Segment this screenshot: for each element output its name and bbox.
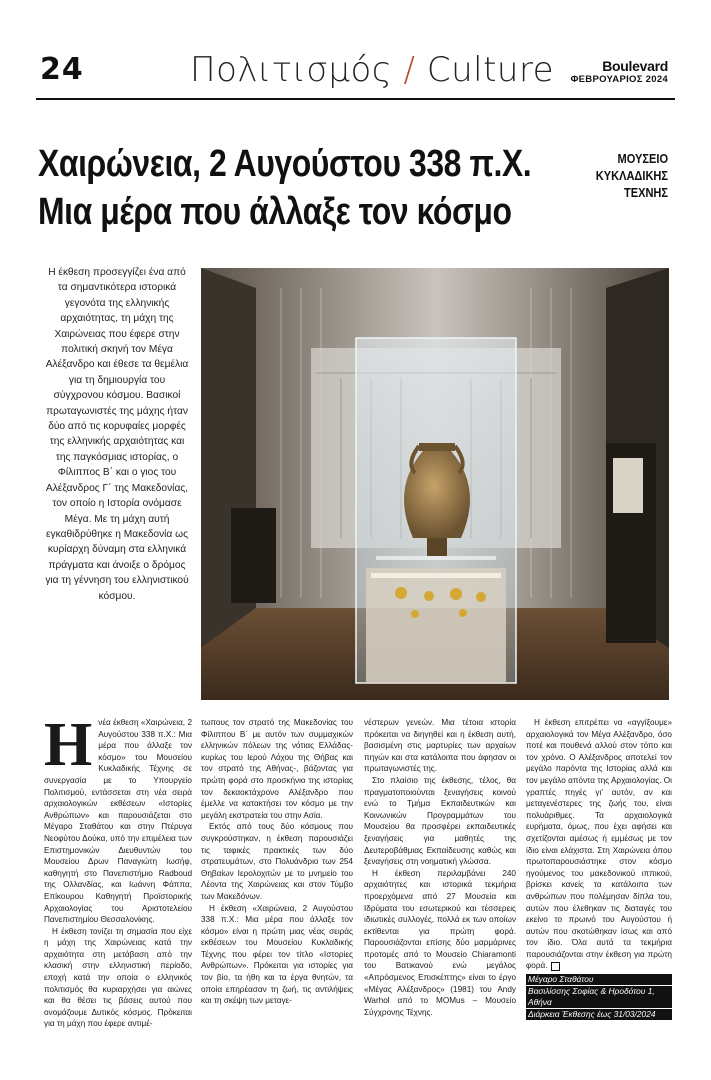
section-english: Culture [426, 50, 555, 90]
exhibition-photo [201, 268, 669, 700]
article-intro: Η έκθεση προσεγγίζει ένα από τα σημαντικότερα ιστορικά γεγονότα της ελληνικής αρχαιότητας, τη μάχη της Χαιρώνειας που έφερε στην πολιτική σκηνή τον Μέγα Αλέξανδρο και έθεσε τα θεμέλια για τη δημιουργία του σύγχρονου κόσμου. Βασικοί πρωταγωνιστές της μάχης ήταν δύο από τις κορυφαίες μορφές της ελληνικής αρχαιότητας και της παγκόσμιας ιστορίας, ο Φίλιππος Β΄ και ο γιος του Αλέξανδρος Γ΄ της Μακεδονίας, τον οποίο η Ιστορία ονόμασε Μέγα. Με τη μάχη αυτή εγκαθιδρύθηκε η Μακεδονία ως κυρίαρχη δύναμη στα ελληνικά πράγματα και άνοιξε ο δρόμος για τη γέννηση του ελληνιστικού κόσμου. [45, 267, 189, 602]
paragraph [526, 717, 672, 972]
exhibition-photo-illustration [201, 268, 669, 700]
info-duration: Διάρκεια Έκθεσης έως 31/03/2024 [526, 1009, 672, 1020]
museum-line-1: ΜΟΥΣΕΙΟ [617, 151, 668, 166]
paragraph: Η έκθεση «Χαιρώνεια, 2 Αυγούστου 338 π.Χ.: Μια μέρα που άλλαξε τον κόσμο» είναι η πρώτη μιας νέας σειράς εκθέσεων του Μουσείου Κυκλαδικής Τέχνης που φέρει τον τίτλο «Ιστορίες Ανθρώπων». Πρόκειται για ιστορίες για τον βίο, τα ήθη και τα έργα θνητών, τα οποία επηρέασαν τη ζωή, τις αντιλήψεις και τη σκέψη των μεταγε- [201, 903, 353, 1006]
museum-label [596, 150, 668, 201]
header-divider [36, 98, 675, 100]
museum-line-2: ΚΥΚΛΑΔΙΚΗΣ [595, 168, 668, 183]
brand-name: Boulevard [602, 58, 668, 74]
section-separator: / [403, 50, 416, 90]
body-column-1 [44, 711, 192, 1030]
paragraph: Η έκθεση τονίζει τη σημασία που είχε η μάχη της Χαιρώνειας κατά την αρχαιότητα στη μετάβαση από την κλασική στην ελληνιστική περίοδο, εποχή κατά την οποία ο ελληνικός πολιτισμός θα κυριαρχήσει για αιώνες και θα θέσει τις βάσεις αυτού που ονομάζουμε Δυτικός κόσμος. Πρόκειται για τη μάχη που έφερε αντιμέ- [44, 926, 192, 1029]
paragraph: Η έκθεση περιλαμβάνει 240 αρχαιότητες και ιστορικά τεκμήρια προερχόμενα από 27 Μουσεία και Ιδρύματα του εσωτερικού και τέσσερεις ιδιωτικές συλλογές, πολλά εκ των οποίων εκτίθενται για πρώτη φορά. Παρουσιάζονται επίσης δύο μαρμάρινες προτομές από το Μουσείο Chiaramonti του Βατικανού ενώ μεγάλος «Απρόσμενος Επισκέπτης» είναι το έργο «Μέγας Αλέξανδρος» (1981) του Andy Warhol από το MOMus – Μουσείο Σύγχρονης Τέχνης. [364, 868, 516, 1017]
drop-cap: Η [44, 711, 93, 779]
page-number: 24 [40, 52, 84, 87]
brand-block [571, 58, 668, 85]
info-venue: Μέγαρο Σταθάτου [526, 974, 672, 985]
exhibition-info-box [526, 974, 672, 1021]
body-column-2 [201, 717, 353, 1007]
body-column-3 [364, 717, 516, 1018]
paragraph-text: Η έκθεση επιτρέπει να «αγγίξουμε» αρχαιολογικά τον Μέγα Αλέξανδρο, όσο ποτέ και πουθενά αλλού στον τόπο και τον χρόνο. Ο Αλέξανδρος αποτελεί τον μεγάλο παρόντα της Ιστορίας αλλά και τον μεγάλο απόντα της Αρχαιολογίας. Οι γραπτές πηγές γι' αυτόν, αν και μεταγενέστερες της ζωής του, είναι πολυάριθμες. Τα αρχαιολογικά ευρήματα, όμως, που έχει αφήσει και σχετίζονται αμέσως ή εμμέσως με τον ίδιο είναι ελάχιστα. Στη Χαιρώνεια όπου πρωτοπαρουσιάστηκε στον κόσμο ηγούμενος του μακεδονικού ιππικού, βρίσκει κανείς τα κατάλοιπα των ανθρώπων που πολέμησαν δίπλα του, αυτών που έλεθηκαν τις διαταγές του εκείνο το πρωινό του Αυγούστου ή αυτών που σκοτώθηκαν ίσως και από τον ίδιο. Όλα αυτά τα τεκμήρια παρουσιάζονται στην έκθεση για πρώτη φορά. [526, 718, 672, 971]
section-title [190, 50, 554, 90]
article-headline [38, 140, 532, 236]
info-address: Βασιλίσσης Σοφίας & Ηροδότου 1, Αθήνα [526, 986, 672, 1008]
headline-line-1: Χαιρώνεια, 2 Αυγούστου 338 π.Χ. [38, 143, 532, 185]
paragraph: νέα έκθεση «Χαιρώνεια, 2 Αυγούστου 338 π.Χ.: Μια μέρα που άλλαξε τον κόσμο» του Μουσείου Κυκλαδικής Τέχνης σε συνεργασία με το Υπουργείο Πολιτισμού, εντάσσεται στη νέα σειρά αρχαιολογικών εκθέσεων «Ιστορίες Ανθρώπων» και παρουσιάζεται στο Μέγαρο Σταθάτου και στην Πτέρυγα Νεοφύτου Δούκα, υπό την επιμέλεια των Επιστημονικών Διευθυντών του Μουσείου Δρων Παναγιώτη Ιωσήφ, καθηγητή στο Πανεπιστήμιο Radboud της Ολλανδίας, και Ιωάννη Φάππα, Επίκουρου Καθηγητή Προϊστορικής Αρχαιολογίας του Αριστοτελείου Πανεπιστημίου Θεσσαλονίκης. [44, 718, 192, 925]
paragraph: νέστερων γενεών. Μια τέτοια ιστορία πρόκειται να διηγηθεί και η έκθεση αυτή, βασισμένη στις μαρτυρίες των αρχαίων πηγών και στα κατάλοιπα που άφησαν οι πρωταγωνιστές της. [364, 718, 516, 774]
headline-line-2: Μια μέρα που άλλαξε τον κόσμο [38, 191, 512, 233]
paragraph: Εκτός από τους δύο κόσμους που συγκρούστηκαν, η έκθεση παρουσιάζει τις ταφικές πρακτικές των δύο στρατευμάτων, στο Πολυάνδριο των 254 Θηβαίων Ιερολοχιτών με το μνημείο του Λέοντα της Χαιρώνειας και στον Τύμβο των Μακεδόνων. [201, 822, 353, 901]
section-greek: Πολιτισμός [190, 50, 393, 90]
paragraph: Στο πλαίσιο της έκθεσης, τέλος, θα πραγματοποιούνται ξεναγήσεις κοινού ενώ το Τμήμα Εκπαιδευτικών και Κοινωνικών Προγραμμάτων του Μουσείου θα προσφέρει εκπαιδευτικές ξεναγήσεις για μαθητές της Δευτεροβάθμιας Εκπαίδευσης καθώς και ξεναγήσεις στη νοηματική γλώσσα. [364, 775, 516, 867]
paragraph: τωπους τον στρατό της Μακεδονίας του Φίλιππου Β΄ με αυτόν των συμμαχικών ελληνικών πόλεων της νότιας Ελλάδας-κυρίως του Ιερού Λόχου της Θήβας και τον στρατό της Αθήνας-, βάζοντας για πρώτη φορά στο προσκήνιο της ιστορίας τον δεκαοκτάχρονο Αλέξανδρο που έμελλε να κατακτήσει τον κόσμο με την μεγάλη εκστρατεία του στην Ασία. [201, 718, 353, 820]
end-mark-icon [551, 962, 560, 971]
body-column-4 [526, 717, 672, 972]
issue-date: ΦΕΒΡΟΥΑΡΙΟΣ 2024 [570, 74, 668, 85]
museum-line-3: ΤΕΧΝΗΣ [623, 185, 668, 200]
